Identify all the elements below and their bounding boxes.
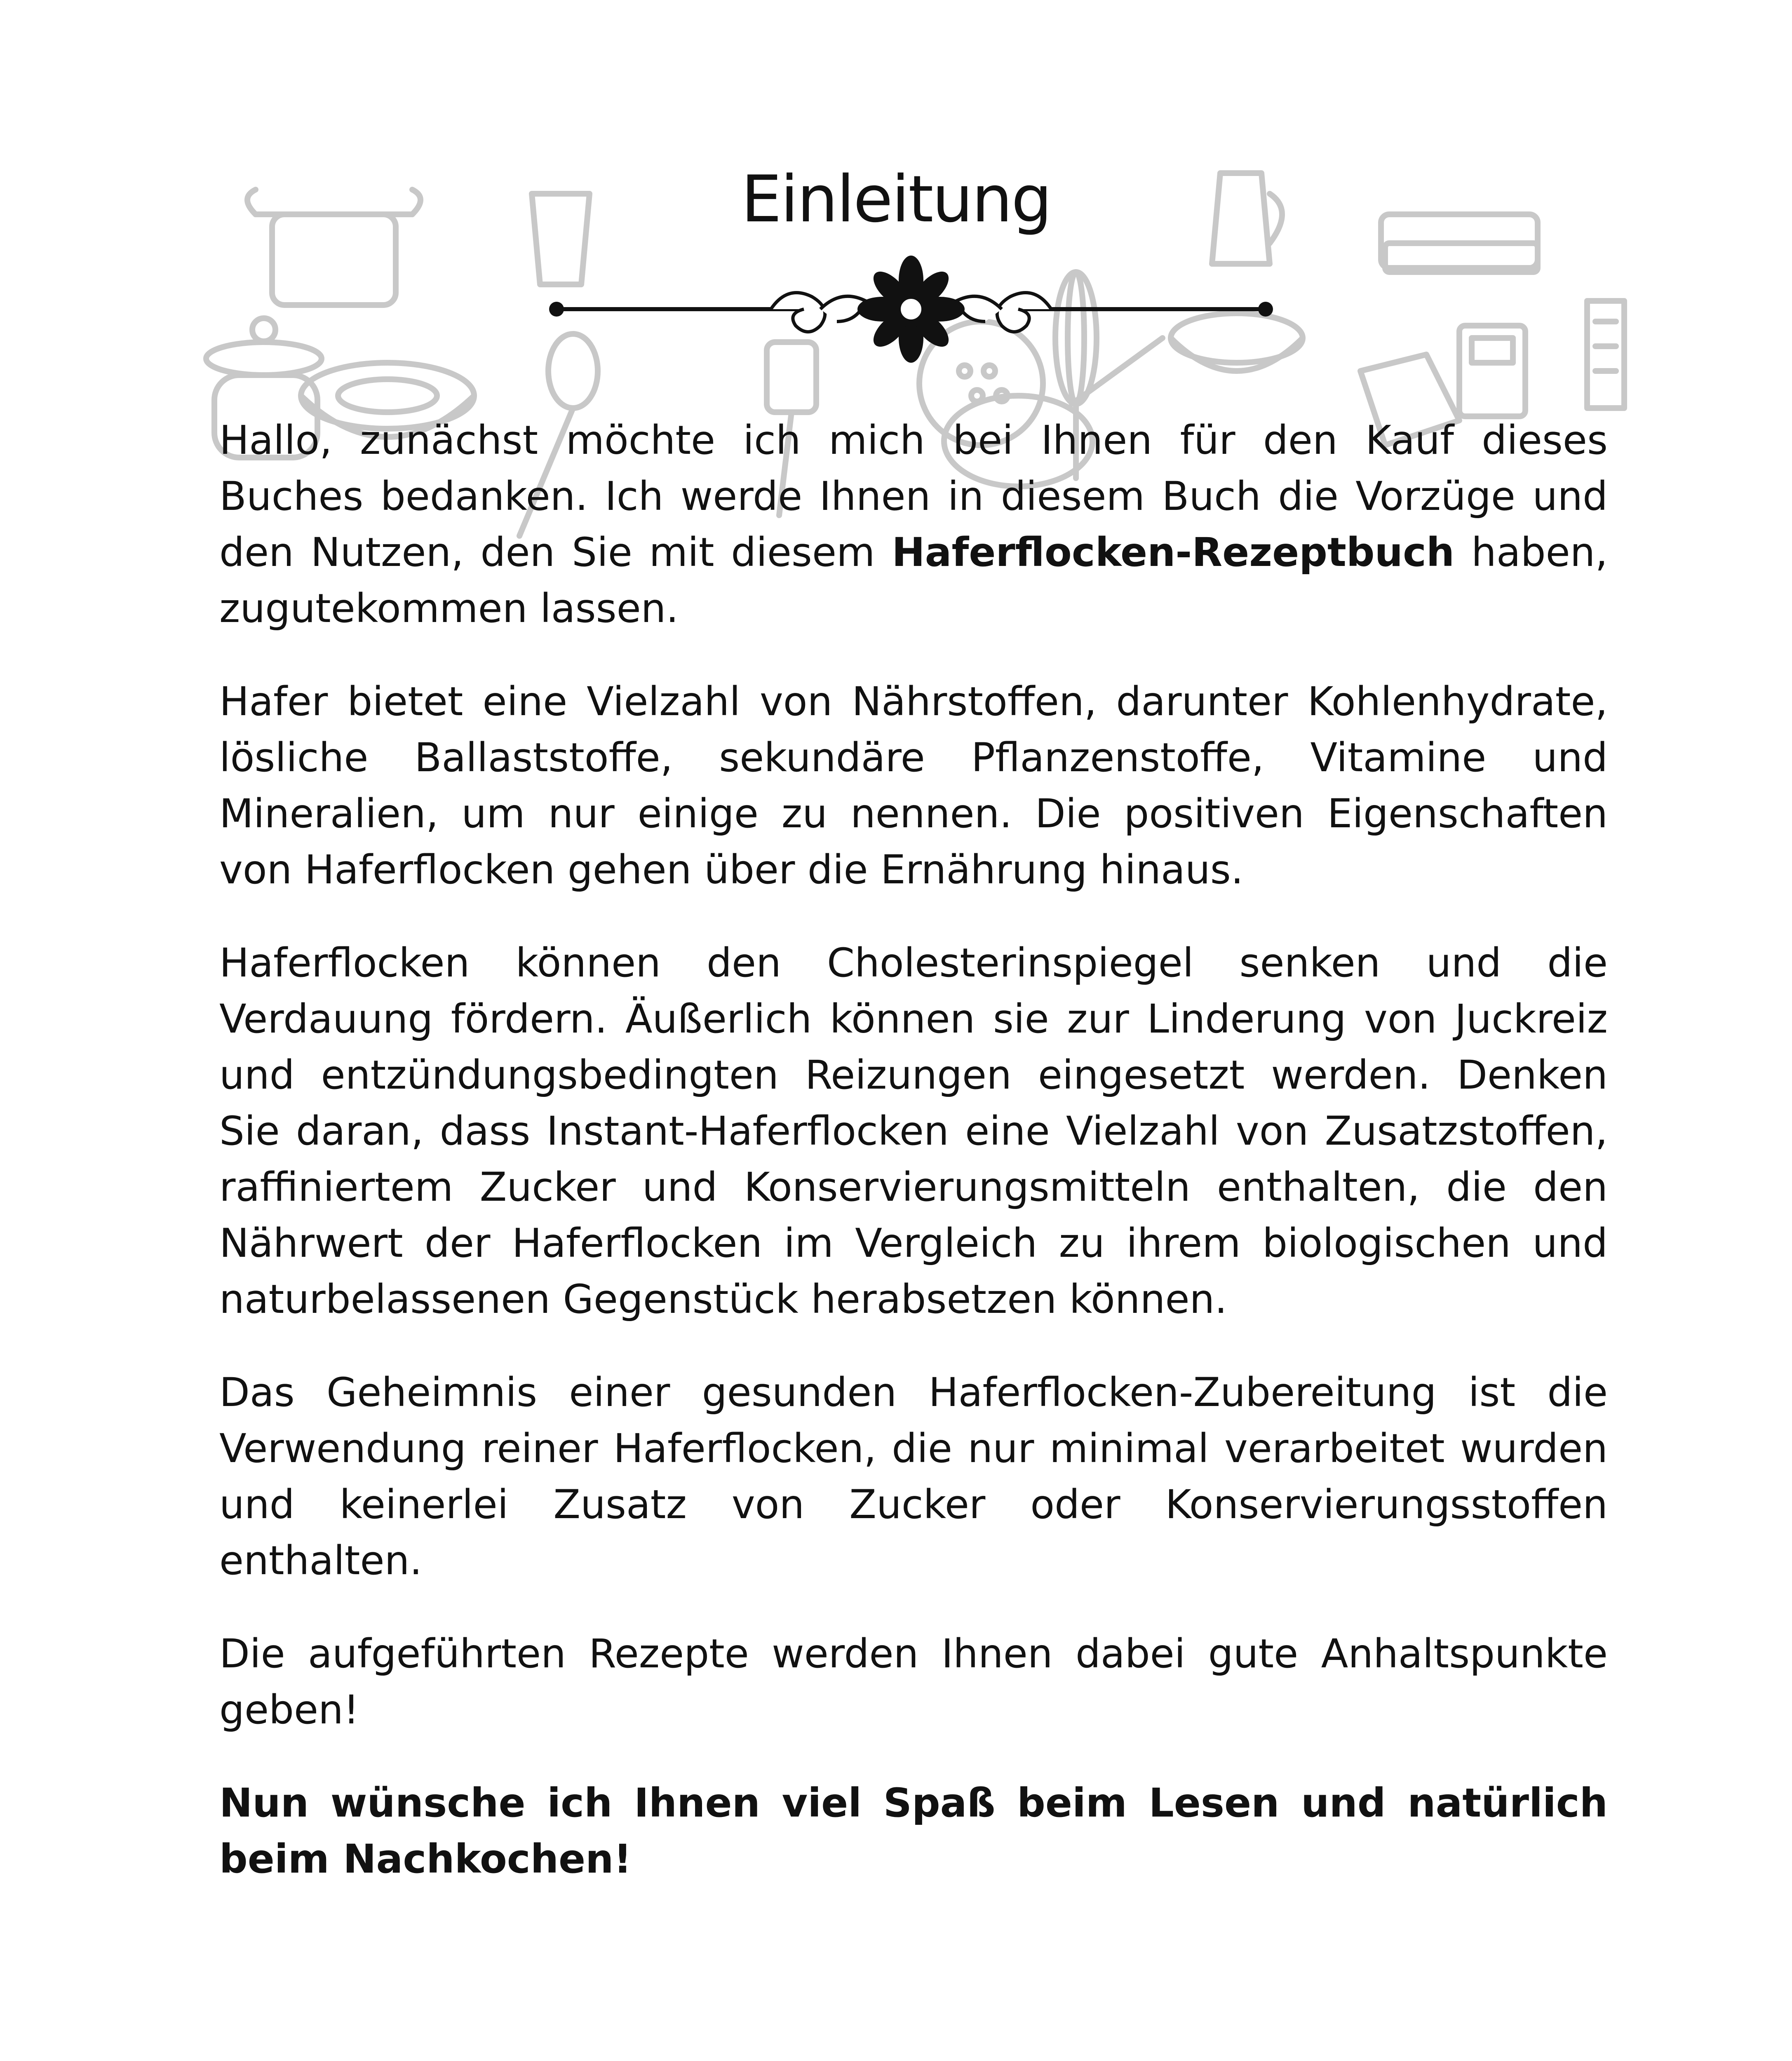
paragraph-recipes: Die aufgeführten Rezepte werden Ihnen dabei gute Anhaltspunkte geben! (219, 1631, 1608, 1733)
body-text (219, 412, 1608, 1924)
kitchen-scale-icon (1459, 326, 1525, 416)
paragraph-secret: Das Geheimnis einer gesunden Haferflocken-Zubereitung ist die Verwendung reiner Haferflocken, die nur minimal verarbeitet wurden und keinerlei Zusatz von Zucker oder Konservierungsstoffen enthalten. (219, 1369, 1608, 1584)
page-title: Einleitung (741, 162, 1051, 237)
paragraph-intro-text: Hallo, zunächst möchte ich mich bei Ihnen für den Kauf dieses Buches bedanken. Ich werde Ihnen in diesem Buch die Vorzüge und den Nutzen, den Sie mit diesem (219, 417, 1608, 575)
paragraph-closing: Nun wünsche ich Ihnen viel Spaß beim Lesen und natürlich beim Nachkochen! (219, 1780, 1608, 1882)
paragraph-intro (219, 412, 1608, 636)
book-title-emphasis: Haferflocken-Rezeptbuch (892, 529, 1455, 575)
grater-icon (1587, 301, 1624, 408)
paragraph-intro-text-end: haben, zugutekommen lassen. (219, 529, 1608, 631)
flourish-divider-icon (540, 256, 1282, 363)
paragraph-benefits: Haferflocken können den Cholesterinspiegel senken und die Verdauung fördern. Äußerlich können sie zur Linderung von Juckreiz und entzündungsbedingten Reizungen eingesetzt werden. Denken Sie daran, dass Instant-Haferflocken eine Vielzahl von Zusatzstoffen, raffiniertem Zucker und Konservierungsmitteln enthalten, die den Nährwert der Haferflocken im Vergleich zu ihrem biologischen und naturbelassenen Gegenstück herabsetzen können. (219, 940, 1608, 1322)
flower-ornament-icon (857, 256, 965, 363)
paragraph-nutrients: Hafer bietet eine Vielzahl von Nährstoffen, darunter Kohlenhydrate, lösliche Ballaststoffe, sekundäre Pflanzenstoffe, Vitamine und Mineralien, um nur einige zu nennen. Die positiven Eigenschaften von Haferflocken gehen über die Ernährung hinaus. (219, 678, 1608, 893)
